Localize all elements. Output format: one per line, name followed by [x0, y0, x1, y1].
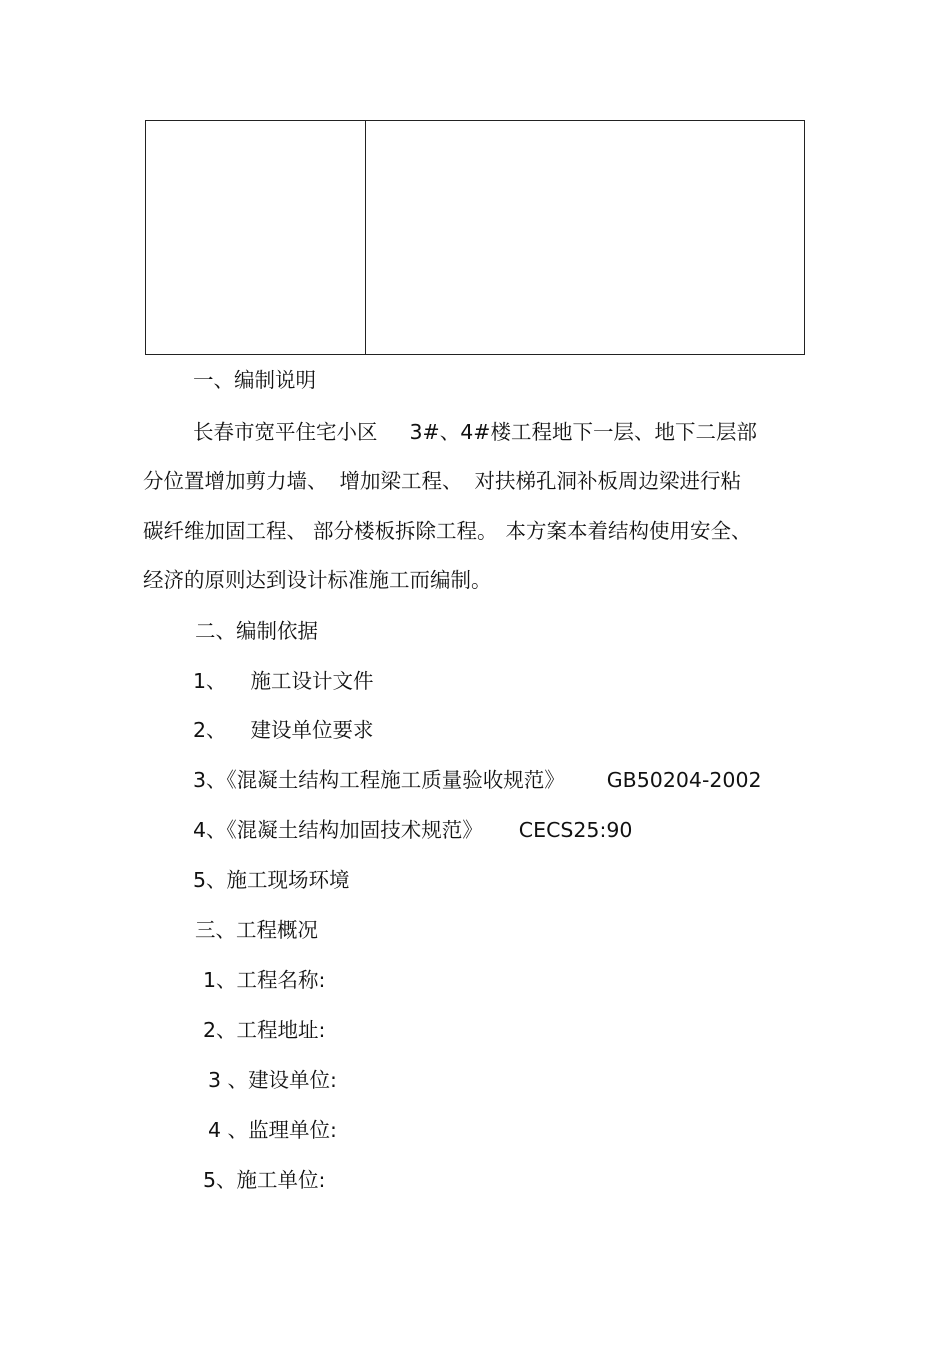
paragraph-line-1: [193, 418, 757, 446]
overview-item-5: [203, 1166, 325, 1194]
paragraph-text: 本方案本着结构使用安全、: [505, 519, 752, 543]
section2-heading: 二、编制依据: [195, 619, 318, 643]
item-text: 监理单位:: [248, 1118, 337, 1142]
paragraph-text: 分位置增加剪力墙、: [143, 469, 328, 493]
section3-heading: 三、工程概况: [195, 918, 318, 942]
basis-item-4: [193, 816, 632, 844]
item-number: 3、: [193, 768, 227, 792]
overview-item-1: [203, 966, 325, 994]
section1-heading: 一、编制说明: [193, 368, 316, 392]
item-code: CECS25:90: [518, 818, 633, 842]
empty-table: [145, 120, 805, 355]
item-text: 工程名称:: [236, 968, 326, 992]
basis-item-3: [193, 766, 762, 794]
item-number: 2、: [193, 718, 227, 742]
basis-item-5: [193, 866, 350, 894]
item-text: 建设单位:: [248, 1068, 337, 1092]
overview-item-3: [208, 1066, 337, 1094]
paragraph-line-4: 经济的原则达到设计标准施工而编制。: [143, 568, 492, 592]
item-code: GB50204-2002: [606, 768, 762, 792]
item-text: 《混凝土结构工程施工质量验收规范》: [226, 768, 565, 792]
paragraph-line-3: [143, 517, 752, 545]
table-cell-right: [366, 121, 804, 354]
item-number: 2、: [203, 1018, 237, 1042]
item-text: 《混凝土结构加固技术规范》: [226, 818, 483, 842]
paragraph-line-2: [143, 467, 741, 495]
item-text: 施工单位:: [236, 1168, 326, 1192]
paragraph-text: 3#、4#楼工程地下一层、地下二层部: [409, 420, 757, 444]
paragraph-text: 增加梁工程、: [339, 469, 463, 493]
paragraph-text: 对扶梯孔洞补板周边梁进行粘: [474, 469, 741, 493]
overview-item-2: [203, 1016, 325, 1044]
paragraph-text: 长春市宽平住宅小区: [193, 420, 378, 444]
item-number: 4 、: [208, 1118, 249, 1142]
item-number: 1、: [193, 669, 227, 693]
basis-item-2: [193, 716, 374, 744]
item-text: 建设单位要求: [250, 718, 374, 742]
item-number: 5、: [203, 1168, 237, 1192]
table-cell-left: [146, 121, 366, 354]
item-number: 3 、: [208, 1068, 249, 1092]
paragraph-text: 碳纤维加固工程、: [143, 519, 307, 543]
item-number: 1、: [203, 968, 237, 992]
overview-item-4: [208, 1116, 337, 1144]
item-text: 施工现场环境: [226, 868, 350, 892]
paragraph-text: 部分楼板拆除工程。: [313, 519, 498, 543]
basis-item-1: [193, 667, 374, 695]
item-text: 工程地址:: [236, 1018, 326, 1042]
item-text: 施工设计文件: [250, 669, 374, 693]
item-number: 5、: [193, 868, 227, 892]
item-number: 4、: [193, 818, 227, 842]
